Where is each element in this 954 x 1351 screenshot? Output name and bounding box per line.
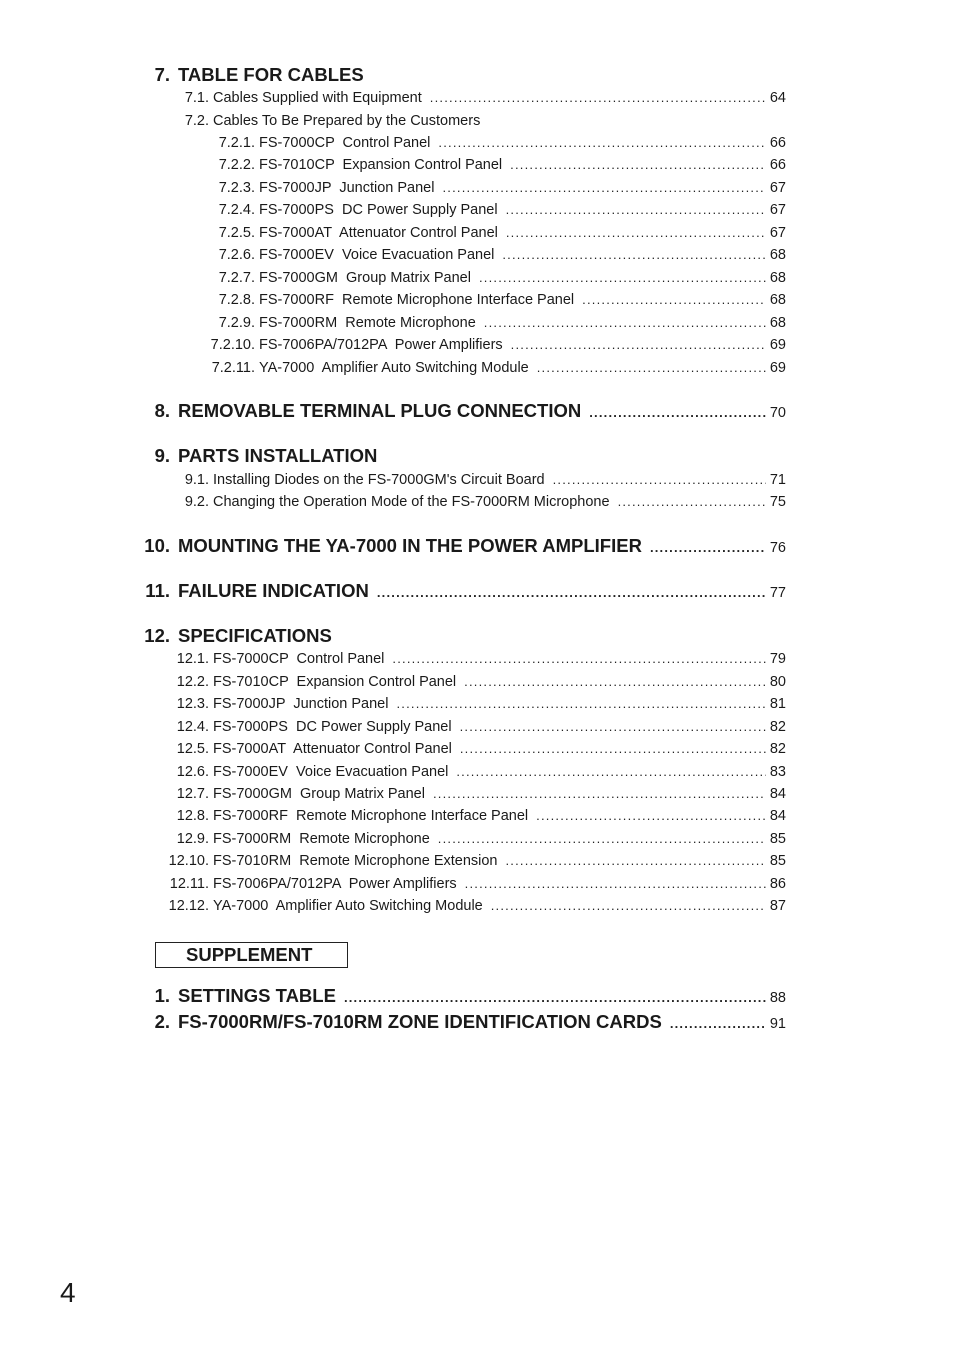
- entry-page: 75: [769, 494, 786, 510]
- entry-title: FS-7000PS DC Power Supply Panel: [213, 719, 452, 735]
- entry-number: 7.2.11.: [211, 360, 255, 376]
- entry-title: FS-7010CP Expansion Control Panel: [259, 157, 503, 173]
- toc-entry-12-6: [0, 764, 786, 780]
- dot-leader: [460, 741, 766, 756]
- entry-page: 82: [769, 719, 786, 735]
- toc-entry-7-2-5: [0, 225, 786, 241]
- toc-section-11: [0, 580, 786, 602]
- supplement-number: 2.: [154, 1011, 170, 1032]
- entry-number: 7.2.9.: [218, 315, 255, 331]
- entry-page: 67: [769, 202, 786, 218]
- entry-number: 9.1.: [184, 472, 209, 488]
- toc-entry-12-1: [0, 651, 786, 667]
- entry-title: FS-7000CP Control Panel: [213, 651, 385, 667]
- entry-page: 85: [769, 831, 786, 847]
- section-title: FAILURE INDICATION: [178, 580, 369, 601]
- toc-section-10: [0, 535, 786, 557]
- toc-entry-7-2-9: [0, 315, 786, 331]
- section-number: 7.: [154, 64, 170, 85]
- dot-leader: [396, 696, 765, 711]
- dot-leader: [456, 764, 765, 779]
- toc-entry-7-2-8: [0, 292, 786, 308]
- entry-number: 12.4.: [176, 719, 209, 735]
- section-title: PARTS INSTALLATION: [178, 445, 378, 466]
- entry-number: 12.3.: [176, 696, 209, 712]
- toc-entry-12-2: [0, 674, 786, 690]
- entry-title: FS-7000RM Remote Microphone: [259, 315, 476, 331]
- entry-title: Cables To Be Prepared by the Customers: [213, 113, 481, 129]
- supplement-page: 91: [769, 1016, 786, 1032]
- entry-number: 12.6.: [176, 764, 209, 780]
- entry-number: 7.2.1.: [218, 135, 255, 151]
- toc-entry-7-1: [0, 90, 786, 106]
- section-title: TABLE FOR CABLES: [178, 64, 364, 85]
- dot-leader: [464, 674, 766, 689]
- entry-page: 79: [769, 651, 786, 667]
- entry-page: 82: [769, 741, 786, 757]
- dot-leader: [465, 876, 766, 891]
- section-title: REMOVABLE TERMINAL PLUG CONNECTION: [178, 400, 582, 421]
- entry-title: YA-7000 Amplifier Auto Switching Module: [213, 898, 483, 914]
- entry-title: FS-7000AT Attenuator Control Panel: [259, 225, 498, 241]
- toc-entry-7-2-3: [0, 180, 786, 196]
- toc-entry-12-5: [0, 741, 786, 757]
- section-page: 70: [769, 405, 786, 421]
- entry-number: 12.7.: [176, 786, 209, 802]
- toc-entry-7-2: [0, 113, 786, 129]
- entry-number: 12.1.: [176, 651, 209, 667]
- entry-title: FS-7000GM Group Matrix Panel: [259, 270, 471, 286]
- dot-leader: [491, 898, 766, 913]
- dot-leader: [553, 472, 766, 487]
- entry-number: 7.2.6.: [218, 247, 255, 263]
- toc-entry-12-9: [0, 831, 786, 847]
- entry-page: 83: [769, 764, 786, 780]
- toc-entry-12-7: [0, 786, 786, 802]
- entry-number: 12.11.: [169, 876, 209, 892]
- supplement-number: 1.: [154, 985, 170, 1006]
- toc-entry-7-2-2: [0, 157, 786, 173]
- toc-section-7: [0, 64, 786, 86]
- dot-leader: [484, 315, 766, 330]
- dot-leader: [442, 180, 765, 195]
- entry-title: FS-7006PA/7012PA Power Amplifiers: [259, 337, 503, 353]
- entry-page: 68: [769, 270, 786, 286]
- entry-page: 71: [769, 472, 786, 488]
- toc-entry-12-4: [0, 719, 786, 735]
- dot-leader: [618, 494, 766, 509]
- dot-leader: [479, 270, 766, 285]
- dot-leader: [377, 585, 766, 600]
- dot-leader: [506, 225, 766, 240]
- entry-title: FS-7000PS DC Power Supply Panel: [259, 202, 498, 218]
- entry-page: 64: [769, 90, 786, 106]
- section-title: SPECIFICATIONS: [178, 625, 332, 646]
- entry-title: FS-7000CP Control Panel: [259, 135, 431, 151]
- entry-title: FS-7000JP Junction Panel: [213, 696, 389, 712]
- dot-leader: [506, 853, 766, 868]
- supplement-title: SETTINGS TABLE: [178, 985, 336, 1006]
- toc-section-8: [0, 400, 786, 422]
- entry-title: Installing Diodes on the FS-7000GM's Circuit Board: [213, 472, 545, 488]
- entry-page: 67: [769, 180, 786, 196]
- entry-page: 85: [769, 853, 786, 869]
- entry-page: 86: [769, 876, 786, 892]
- entry-number: 7.2.2.: [218, 157, 255, 173]
- dot-leader: [506, 202, 766, 217]
- entry-title: FS-7006PA/7012PA Power Amplifiers: [213, 876, 457, 892]
- section-number: 9.: [154, 445, 170, 466]
- entry-number: 7.2.4.: [218, 202, 255, 218]
- section-number: 11.: [145, 580, 170, 601]
- toc-entry-7-2-6: [0, 247, 786, 263]
- toc-entry-12-8: [0, 808, 786, 824]
- entry-title: FS-7000AT Attenuator Control Panel: [213, 741, 452, 757]
- dot-leader: [670, 1016, 766, 1031]
- entry-title: FS-7010RM Remote Microphone Extension: [213, 853, 498, 869]
- dot-leader: [511, 337, 766, 352]
- entry-title: FS-7000RF Remote Microphone Interface Panel: [213, 808, 529, 824]
- entry-title: FS-7000RF Remote Microphone Interface Panel: [259, 292, 575, 308]
- dot-leader: [430, 90, 766, 105]
- supplement-page: 88: [769, 990, 786, 1006]
- entry-page: 66: [769, 157, 786, 173]
- section-number: 12.: [144, 625, 170, 646]
- dot-leader: [582, 292, 766, 307]
- entry-title: FS-7000JP Junction Panel: [259, 180, 435, 196]
- entry-number: 7.2.: [184, 113, 209, 129]
- entry-number: 9.2.: [184, 494, 209, 510]
- entry-page: 81: [769, 696, 786, 712]
- dot-leader: [650, 540, 766, 555]
- entry-number: 7.1.: [184, 90, 209, 106]
- toc-supplement-1: [0, 985, 786, 1007]
- entry-page: 68: [769, 315, 786, 331]
- dot-leader: [438, 831, 766, 846]
- toc-entry-12-11: [0, 876, 786, 892]
- entry-number: 12.10.: [168, 853, 209, 869]
- entry-title: FS-7000EV Voice Evacuation Panel: [213, 764, 449, 780]
- entry-page: 87: [769, 898, 786, 914]
- dot-leader: [537, 360, 766, 375]
- dot-leader: [438, 135, 765, 150]
- toc-entry-7-2-7: [0, 270, 786, 286]
- toc-entry-9-1: [0, 472, 786, 488]
- entry-number: 7.2.8.: [218, 292, 255, 308]
- entry-page: 67: [769, 225, 786, 241]
- toc-entry-12-10: [0, 853, 786, 869]
- entry-number: 7.2.10.: [210, 337, 255, 353]
- entry-title: FS-7000GM Group Matrix Panel: [213, 786, 425, 802]
- entry-page: 68: [769, 292, 786, 308]
- toc-entry-7-2-1: [0, 135, 786, 151]
- entry-number: 7.2.3.: [218, 180, 255, 196]
- entry-page: 69: [769, 360, 786, 376]
- entry-page: 68: [769, 247, 786, 263]
- toc-entry-7-2-4: [0, 202, 786, 218]
- toc-section-12: [0, 625, 786, 647]
- section-page: 77: [769, 585, 786, 601]
- entry-number: 12.5.: [176, 741, 209, 757]
- entry-number: 12.8.: [176, 808, 209, 824]
- entry-title: FS-7000RM Remote Microphone: [213, 831, 430, 847]
- supplement-label: SUPPLEMENT: [186, 944, 313, 965]
- dot-leader: [589, 405, 766, 420]
- toc-entry-9-2: [0, 494, 786, 510]
- entry-number: 7.2.7.: [218, 270, 255, 286]
- dot-leader: [502, 247, 765, 262]
- dot-leader: [392, 651, 765, 666]
- toc-section-9: [0, 445, 786, 467]
- dot-leader: [460, 719, 766, 734]
- entry-page: 69: [769, 337, 786, 353]
- dot-leader: [344, 990, 766, 1005]
- toc-entry-12-3: [0, 696, 786, 712]
- dot-leader: [536, 808, 766, 823]
- entry-number: 12.2.: [176, 674, 209, 690]
- entry-page: 84: [769, 786, 786, 802]
- entry-title: Changing the Operation Mode of the FS-7000RM Microphone: [213, 494, 610, 510]
- section-number: 10.: [144, 535, 170, 556]
- entry-page: 80: [769, 674, 786, 690]
- entry-number: 7.2.5.: [218, 225, 255, 241]
- entry-number: 12.9.: [176, 831, 209, 847]
- toc-entry-7-2-11: [0, 360, 786, 376]
- toc-entry-12-12: [0, 898, 786, 914]
- page-number: 4: [60, 1277, 76, 1308]
- section-page: 76: [769, 540, 786, 556]
- entry-title: FS-7000EV Voice Evacuation Panel: [259, 247, 495, 263]
- section-number: 8.: [154, 400, 170, 421]
- toc-supplement-2: [0, 1011, 786, 1033]
- entry-page: 66: [769, 135, 786, 151]
- dot-leader: [510, 157, 766, 172]
- supplement-title: FS-7000RM/FS-7010RM ZONE IDENTIFICATION CARDS: [178, 1011, 662, 1032]
- entry-page: 84: [769, 808, 786, 824]
- dot-leader: [433, 786, 766, 801]
- toc-entry-7-2-10: [0, 337, 786, 353]
- section-title: MOUNTING THE YA-7000 IN THE POWER AMPLIFIER: [178, 535, 642, 556]
- entry-title: YA-7000 Amplifier Auto Switching Module: [259, 360, 529, 376]
- entry-title: Cables Supplied with Equipment: [213, 90, 422, 106]
- entry-number: 12.12.: [168, 898, 209, 914]
- entry-title: FS-7010CP Expansion Control Panel: [213, 674, 457, 690]
